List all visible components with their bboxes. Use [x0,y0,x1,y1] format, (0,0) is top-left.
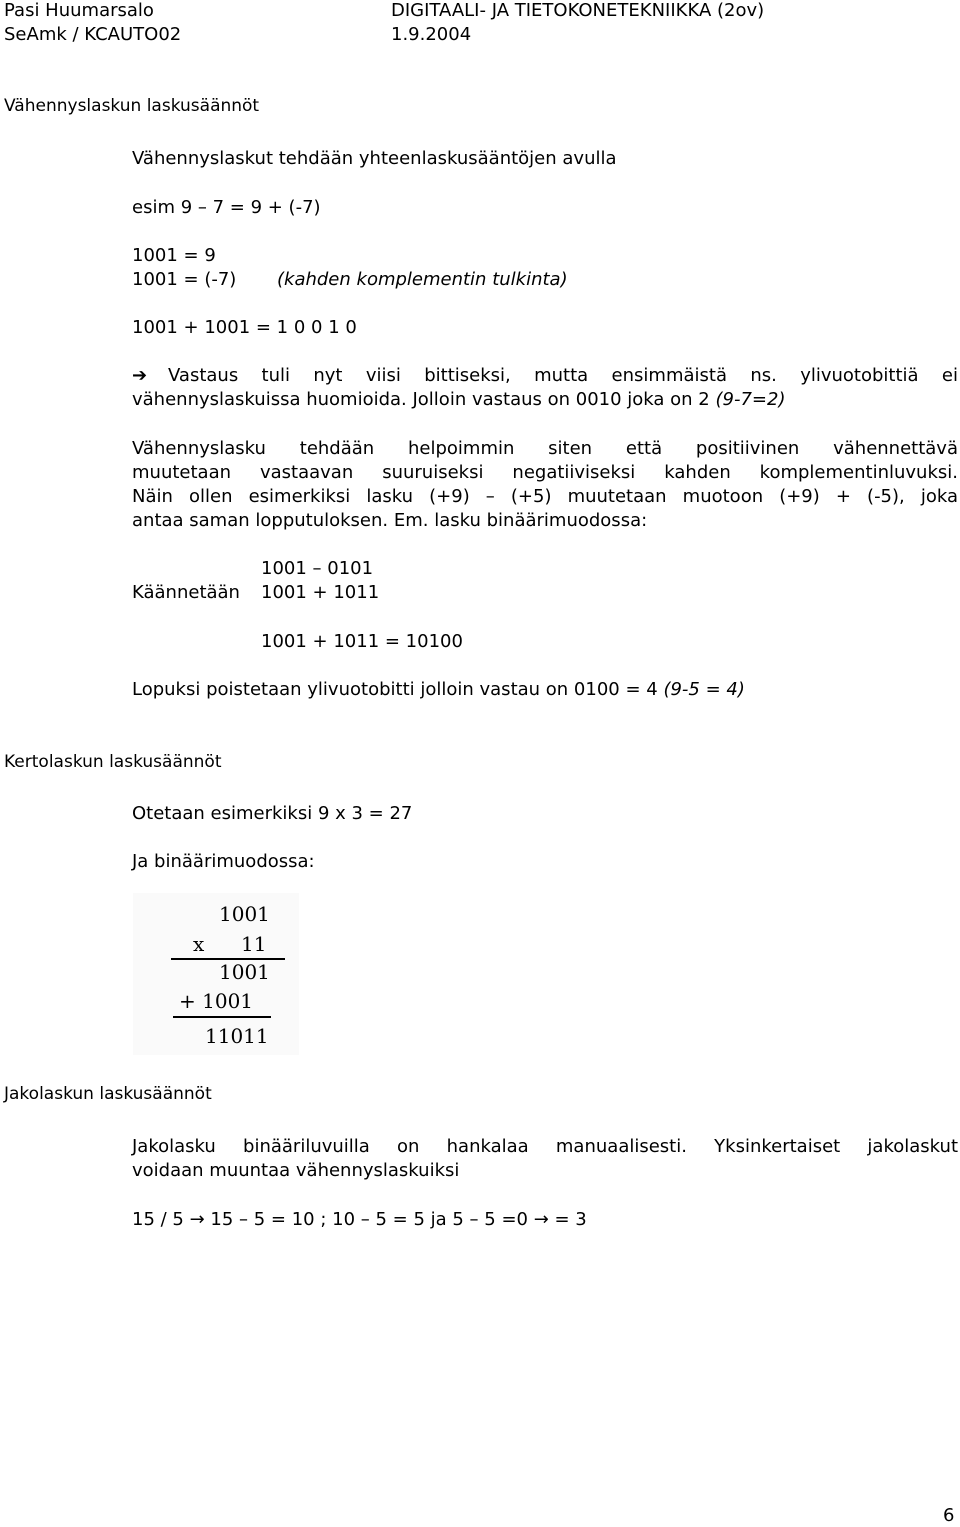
page-number: 6 [943,1505,955,1526]
calc-line-2: 1001 + 1011 [261,582,380,603]
paragraph-line-1: Vähennyslasku tehdään helpoimmin siten että positiivinen vähennettävä [132,438,958,459]
header-date: 1.9.2004 [391,24,472,45]
calc-line-1: 1001 – 0101 [261,558,374,579]
subtraction-example: esim 9 – 7 = 9 + (-7) [132,197,321,218]
figure-rule-2 [173,1016,271,1018]
final-line-text: Lopuksi poistetaan ylivuotobitti jolloin vastau on 0100 = 4 [132,679,658,700]
binary-line-2: 1001 = (-7) [132,269,237,290]
paragraph-line-2: muutetaan vastaavan suuruiseksi negatiiviseksi kahden komplementinluvuksi. [132,462,958,483]
paragraph-line-3: Näin ollen esimerkiksi lasku (+9) – (+5) muutetaan muotoon (+9) + (-5), joka [132,486,958,507]
division-paragraph-line-1: Jakolasku binääriluvuilla on hankalaa manuaalisesti. Yksinkertaiset jakolaskut [132,1136,958,1157]
binary-line-2-note: (kahden komplementin tulkinta) [277,269,568,290]
arrow-line-2 [132,389,785,411]
calc-line-2-label: Käännetään [132,582,240,603]
header-author: Pasi Huumarsalo [4,0,154,21]
subtraction-heading: Vähennyslaskun laskusäännöt [4,96,260,116]
figure-row-1: 1001 [219,902,270,926]
calc-line-3: 1001 + 1011 = 10100 [261,631,463,652]
multiplication-example: Otetaan esimerkiksi 9 x 3 = 27 [132,803,413,824]
header-course: DIGITAALI- JA TIETOKONETEKNIIKKA (2ov) [391,0,765,21]
multiplication-heading: Kertolaskun laskusäännöt [4,752,222,772]
figure-row-2-operator: x [193,932,205,956]
binary-line-1: 1001 = 9 [132,245,216,266]
arrow-line-2-text: vähennyslaskuissa huomioida. Jolloin vastaus on 0010 joka on 2 [132,389,710,410]
figure-row-4: + 1001 [179,989,254,1013]
multiplication-figure [133,893,299,1055]
division-paragraph-line-2: voidaan muuntaa vähennyslaskuiksi [132,1160,460,1181]
paragraph-line-4: antaa saman lopputuloksen. Em. lasku binäärimuodossa: [132,510,648,531]
arrow-right-icon: ➔ [132,365,148,386]
arrow-line-1: Vastaus tuli nyt viisi bittiseksi, mutta ensimmäistä ns. ylivuotobittiä ei [168,365,958,386]
figure-row-2: 11 [241,932,267,956]
subtraction-intro: Vähennyslaskut tehdään yhteenlaskusääntöjen avulla [132,148,617,169]
figure-row-5: 11011 [205,1024,269,1048]
binary-line-3: 1001 + 1001 = 1 0 0 1 0 [132,317,357,338]
division-heading: Jakolaskun laskusäännöt [4,1084,212,1104]
arrow-line-2-formula: (9-7=2) [715,389,786,410]
division-example: 15 / 5 → 15 – 5 = 10 ; 10 – 5 = 5 ja 5 – 5 =0 → = 3 [132,1209,587,1230]
multiplication-binary-intro: Ja binäärimuodossa: [132,851,315,872]
header-school: SeAmk / KCAUTO02 [4,24,182,45]
final-line [132,679,745,701]
final-line-formula: (9-5 = 4) [663,679,745,700]
figure-row-3: 1001 [219,960,270,984]
